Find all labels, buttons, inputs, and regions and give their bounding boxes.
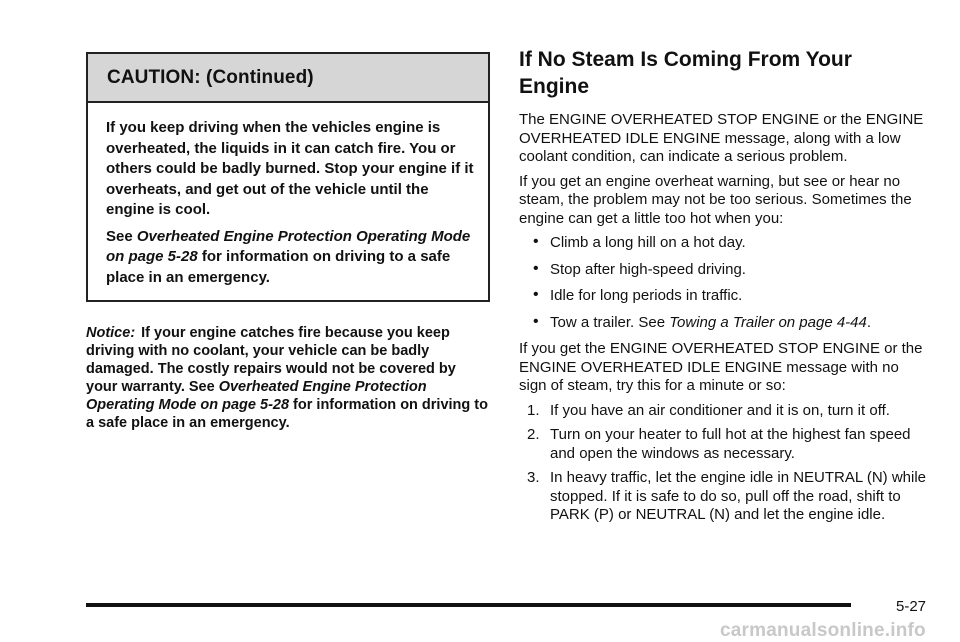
step-number: 1. bbox=[527, 401, 540, 419]
caution-paragraph: If you keep driving when the vehicles engine is overheated, the liquids in it can catch fire. You or others could be badly burned. Stop your engine if it overheats, and get out of the vehicle until the engine is cool. bbox=[106, 119, 474, 218]
caution-body bbox=[88, 103, 488, 300]
step-item bbox=[519, 426, 927, 463]
bullet-icon: • bbox=[533, 312, 539, 330]
step-text: In heavy traffic, let the engine idle in NEUTRAL (N) while stopped. If it is safe to do so, pull off the road, shift to PARK (P) or NEUTRAL (N) and let the engine idle. bbox=[550, 469, 927, 523]
notice-link[interactable]: Overheated Engine Protection Operating Mode on page 5-28 bbox=[86, 379, 427, 413]
step-text: Turn on your heater to full hot at the highest fan speed and open the windows as necessary. bbox=[550, 426, 911, 462]
bullet-icon: • bbox=[533, 259, 539, 277]
watermark: carmanualsonline.info bbox=[720, 620, 926, 641]
footer-rule bbox=[86, 603, 851, 607]
bullet-icon: • bbox=[533, 286, 539, 303]
page-number: 5-27 bbox=[896, 598, 927, 615]
step-item bbox=[519, 469, 927, 525]
towing-link[interactable]: Towing a Trailer on page 4-44 bbox=[669, 313, 867, 331]
conditions-list bbox=[519, 234, 927, 332]
list-item: • Tow a trailer. See Towing a Trailer on page 4-44. bbox=[533, 312, 872, 331]
section-paragraph-3: If you get the ENGINE OVERHEATED STOP ENGINE or the ENGINE OVERHEATED IDLE ENGINE message with no sign of steam, try this for a minute or so: bbox=[519, 340, 923, 394]
right-column bbox=[519, 46, 927, 531]
caution-title: CAUTION: (Continued) bbox=[88, 54, 488, 103]
notice-paragraph bbox=[86, 324, 490, 432]
list-item: • Idle for long periods in traffic. bbox=[533, 286, 743, 304]
bullet-icon: • bbox=[533, 233, 539, 250]
caution-ref-prefix: See bbox=[106, 227, 137, 245]
steps-list bbox=[519, 402, 927, 525]
list-item: • Stop after high-speed driving. bbox=[533, 259, 746, 278]
notice-label: Notice: bbox=[86, 325, 136, 341]
step-number: 3. bbox=[527, 469, 540, 486]
list-item: • Climb a long hill on a hot day. bbox=[533, 233, 746, 251]
notice-text-1: If your engine catches fire because you keep driving with no coolant, your vehicle can be badly damaged. The costly repairs would not be covered by your warranty. See bbox=[86, 325, 456, 395]
step-item bbox=[519, 402, 927, 421]
step-text: If you have an air conditioner and it is on, turn it off. bbox=[550, 401, 890, 419]
caution-ref-suffix: for information on driving to a safe place in an emergency. bbox=[106, 248, 451, 286]
caution-ref-link[interactable]: Overheated Engine Protection Operating Mode on page 5-28 bbox=[106, 227, 471, 265]
section-paragraph-2: If you get an engine overheat warning, but see or hear no steam, the problem may not be too serious. Sometimes the engine can get a little too hot when you: bbox=[519, 172, 912, 227]
step-number: 2. bbox=[527, 426, 540, 443]
notice-text-2: for information on driving to a safe place in an emergency. bbox=[86, 397, 488, 431]
section-heading: If No Steam Is Coming From Your Engine bbox=[519, 48, 852, 98]
left-column bbox=[86, 52, 490, 432]
caution-reference bbox=[106, 227, 474, 289]
caution-box bbox=[86, 52, 490, 302]
section-paragraph-1: The ENGINE OVERHEATED STOP ENGINE or the ENGINE OVERHEATED IDLE ENGINE message, along with a low coolant condition, can indicate a serious problem. bbox=[519, 111, 924, 165]
